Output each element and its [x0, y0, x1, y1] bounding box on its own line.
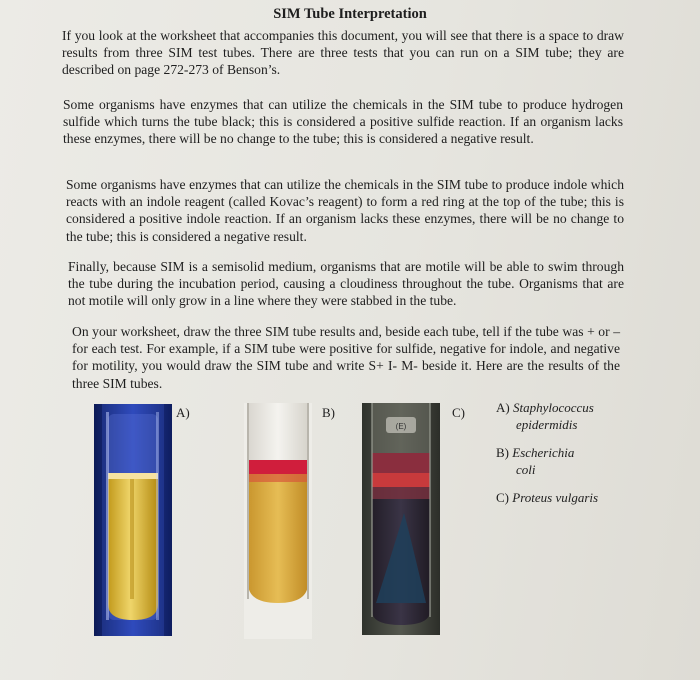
worksheet-instructions-paragraph: On your worksheet, draw the three SIM tube results and, beside each tube, tell if the tube was + or – for each test. For example, if a SIM tube were positive for sulfide, negative for indole, and negative for motility, you would draw the SIM tube and write S+ I- M- beside it. Here are the results of the three SIM tubes. — [72, 324, 620, 391]
tube-c-photo — [362, 403, 440, 635]
tube-a-label: A) — [176, 405, 190, 420]
indole-paragraph: Some organisms have enzymes that can utilize the chemicals in the SIM tube to produce indole which reacts with an indole reagent (called Kovac’s reagent) to form a red ring at the top of the tube; this is considered a positive indole reaction. If an organism lacks these enzymes, there will be no change to the tube; this is considered a negative result. — [66, 177, 624, 244]
legend-entry-a — [496, 400, 598, 433]
tube-a-photo — [94, 404, 172, 636]
legend-entry-b — [496, 445, 598, 478]
intro-paragraph: If you look at the worksheet that accompanies this document, you will see that there is a space to draw results from three SIM test tubes. There are three tests that you can run on a SIM tube; they are described on page 272-273 of Benson’s. — [62, 28, 624, 78]
legend-entry-c — [496, 490, 598, 507]
legend-genus: Proteus — [512, 490, 553, 505]
page-title: SIM Tube Interpretation — [273, 6, 427, 22]
legend-genus: Staphylococcus — [512, 400, 594, 415]
legend-letter: B) — [496, 445, 509, 460]
legend-species: epidermidis — [516, 416, 578, 432]
tube-c-label: C) — [452, 405, 465, 420]
tube-c-cap-text: (E) — [395, 422, 407, 431]
legend-letter: A) — [496, 400, 510, 415]
legend-letter: C) — [496, 490, 509, 505]
tube-b-photo — [244, 403, 312, 639]
motility-paragraph: Finally, because SIM is a semisolid medium, organisms that are motile will be able to swim through the tube during the incubation period, causing a cloudiness throughout the tube. Organisms that are not motile will only grow in a line where they were stabbed in the tube. — [68, 259, 624, 309]
legend-species: vulgaris — [555, 490, 599, 505]
legend-species: coli — [516, 461, 536, 477]
organism-legend — [496, 400, 598, 519]
tube-b-label: B) — [322, 405, 335, 420]
legend-genus: Escherichia — [512, 445, 575, 460]
sulfide-paragraph: Some organisms have enzymes that can utilize the chemicals in the SIM tube to produce hydrogen sulfide which turns the tube black; this is considered a positive sulfide reaction. If an organism lacks these enzymes, there will be no change to the tube; this is considered a negative result. — [63, 97, 623, 147]
